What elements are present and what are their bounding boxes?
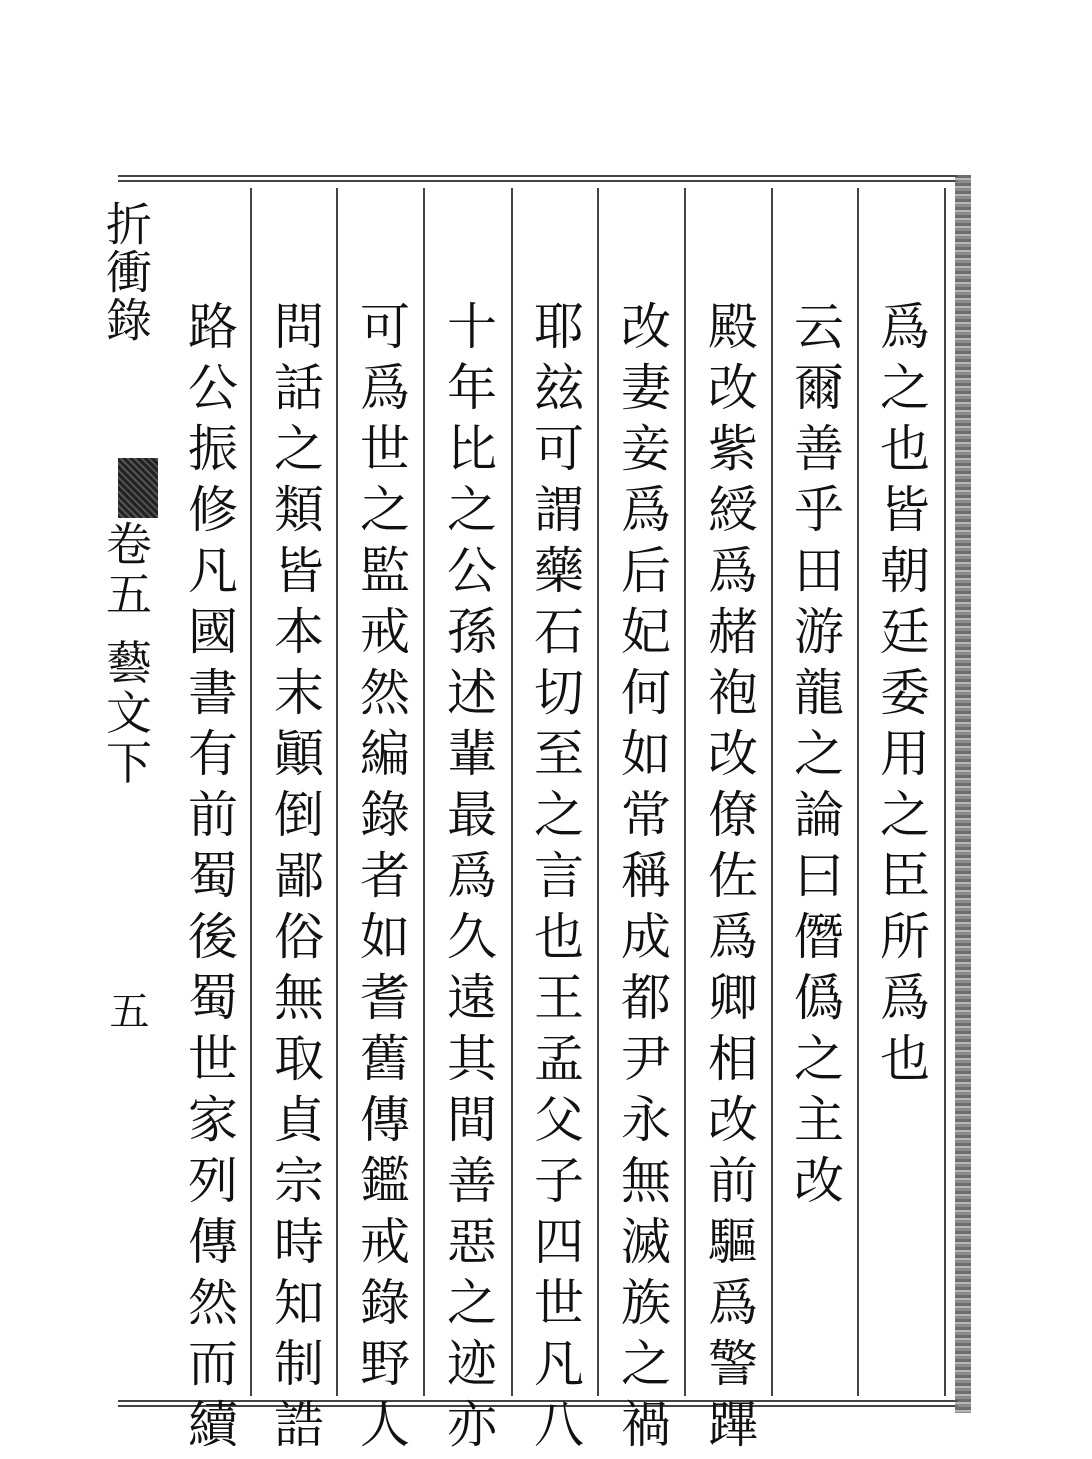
- column-rule: [944, 188, 946, 1396]
- text-column-9: 路公振修凡國書有前蜀後蜀世家列傳然而續: [180, 300, 238, 1459]
- text-column-7: 可爲世之監戒然編錄者如耆舊傳鑑戒錄野人: [352, 300, 410, 1459]
- column-rule: [684, 188, 686, 1396]
- column-rule: [597, 188, 599, 1396]
- margin-section-title: 卷五 藝文下: [99, 520, 153, 789]
- column-rule: [771, 188, 773, 1396]
- text-column-1: 爲之也皆朝廷委用之臣所爲也: [872, 300, 930, 1093]
- text-column-6: 十年比之公孫述輩最爲久遠其間善惡之迹亦: [439, 300, 497, 1459]
- fish-tail-mark: [118, 458, 158, 518]
- text-column-2: 云爾善乎田游龍之論曰僭僞之主改: [786, 300, 844, 1215]
- column-rule: [511, 188, 513, 1396]
- frame-right-edge: [955, 175, 971, 1413]
- column-rule: [423, 188, 425, 1396]
- text-column-4: 改妻妾爲后妃何如常稱成都尹永無滅族之禍: [613, 300, 671, 1459]
- text-column-8: 問話之類皆本末顚倒鄙俗無取貞宗時知制誥: [266, 300, 324, 1459]
- margin-page-number: 五: [103, 990, 149, 1030]
- column-rule: [857, 188, 859, 1396]
- margin-book-title: 折衝錄: [99, 200, 153, 344]
- text-column-3: 殿改紫綬爲赭袍改僚佐爲卿相改前驅爲警蹕: [700, 300, 758, 1459]
- text-column-5: 耶玆可謂藥石切至之言也王孟父子四世凡八: [526, 300, 584, 1459]
- column-rule: [336, 188, 338, 1396]
- column-rule: [250, 188, 252, 1396]
